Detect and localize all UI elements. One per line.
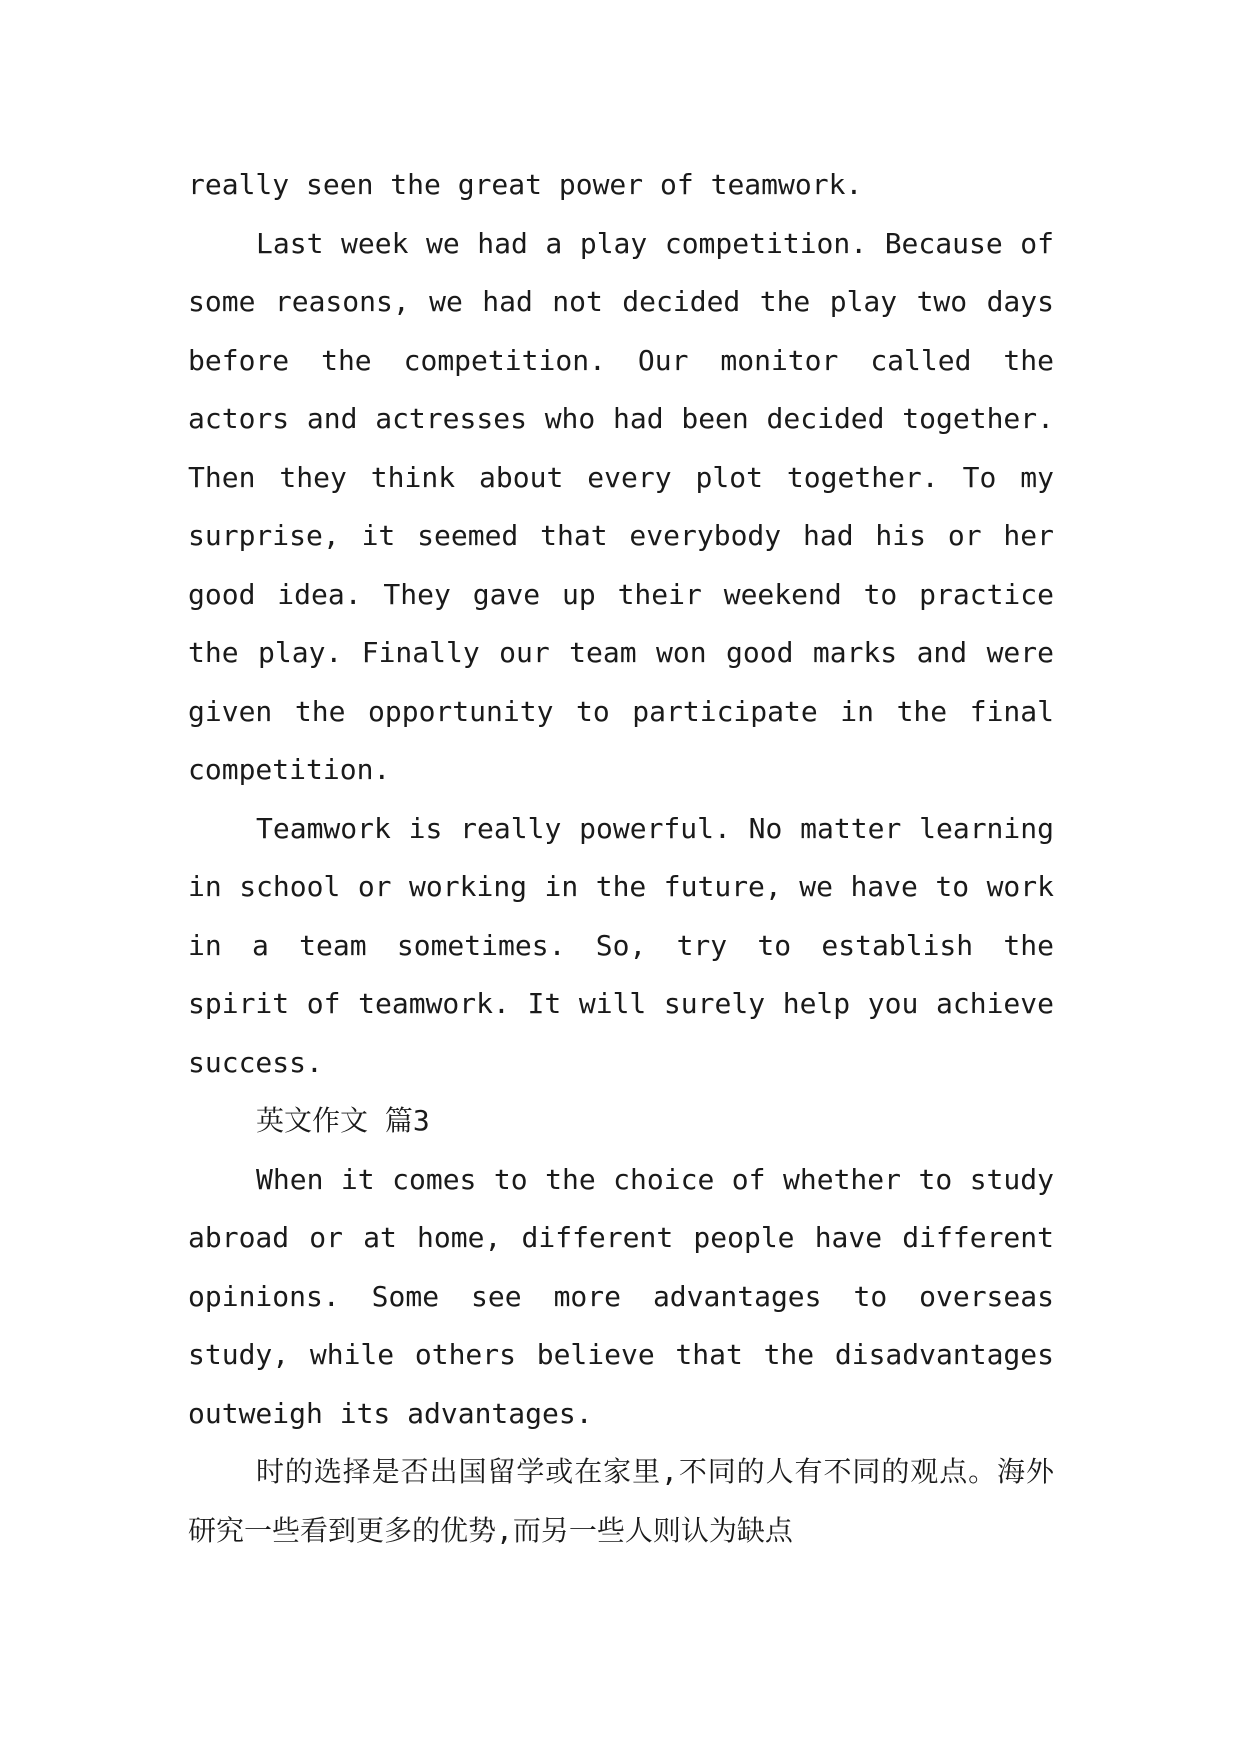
paragraph-continuation: really seen the great power of teamwork. [188,168,863,201]
paragraph-teamwork-conclusion: Teamwork is really powerful. No matter learning in school or working in the future, we have to work in a team sometimes. So, try to establish the spirit of teamwork. It will surely help you achieve success. [188,811,1054,1079]
paragraph-study-abroad: When it comes to the choice of whether to study abroad or at home, different people have different opinions. Some see more advantages to overseas study, while others believe that the disadvantages outweigh its advantages. [188,1162,1054,1430]
document-page [188,156,1054,1560]
paragraph-chinese-translation: 时的选择是否出国留学或在家里,不同的人有不同的观点。海外研究一些看到更多的优势,而另一些人则认为缺点 [188,1455,1054,1547]
paragraph-play-competition: Last week we had a play competition. Because of some reasons, we had not decided the play two days before the competition. Our monitor called the actors and actresses who had been decided together. Then they think about every plot together. To my surprise, it seemed that everybody had his or her good idea. They gave up their weekend to practice the play. Finally our team won good marks and were given the opportunity to participate in the final competition. [188,226,1054,786]
section-heading: 英文作文 篇3 [256,1104,430,1137]
